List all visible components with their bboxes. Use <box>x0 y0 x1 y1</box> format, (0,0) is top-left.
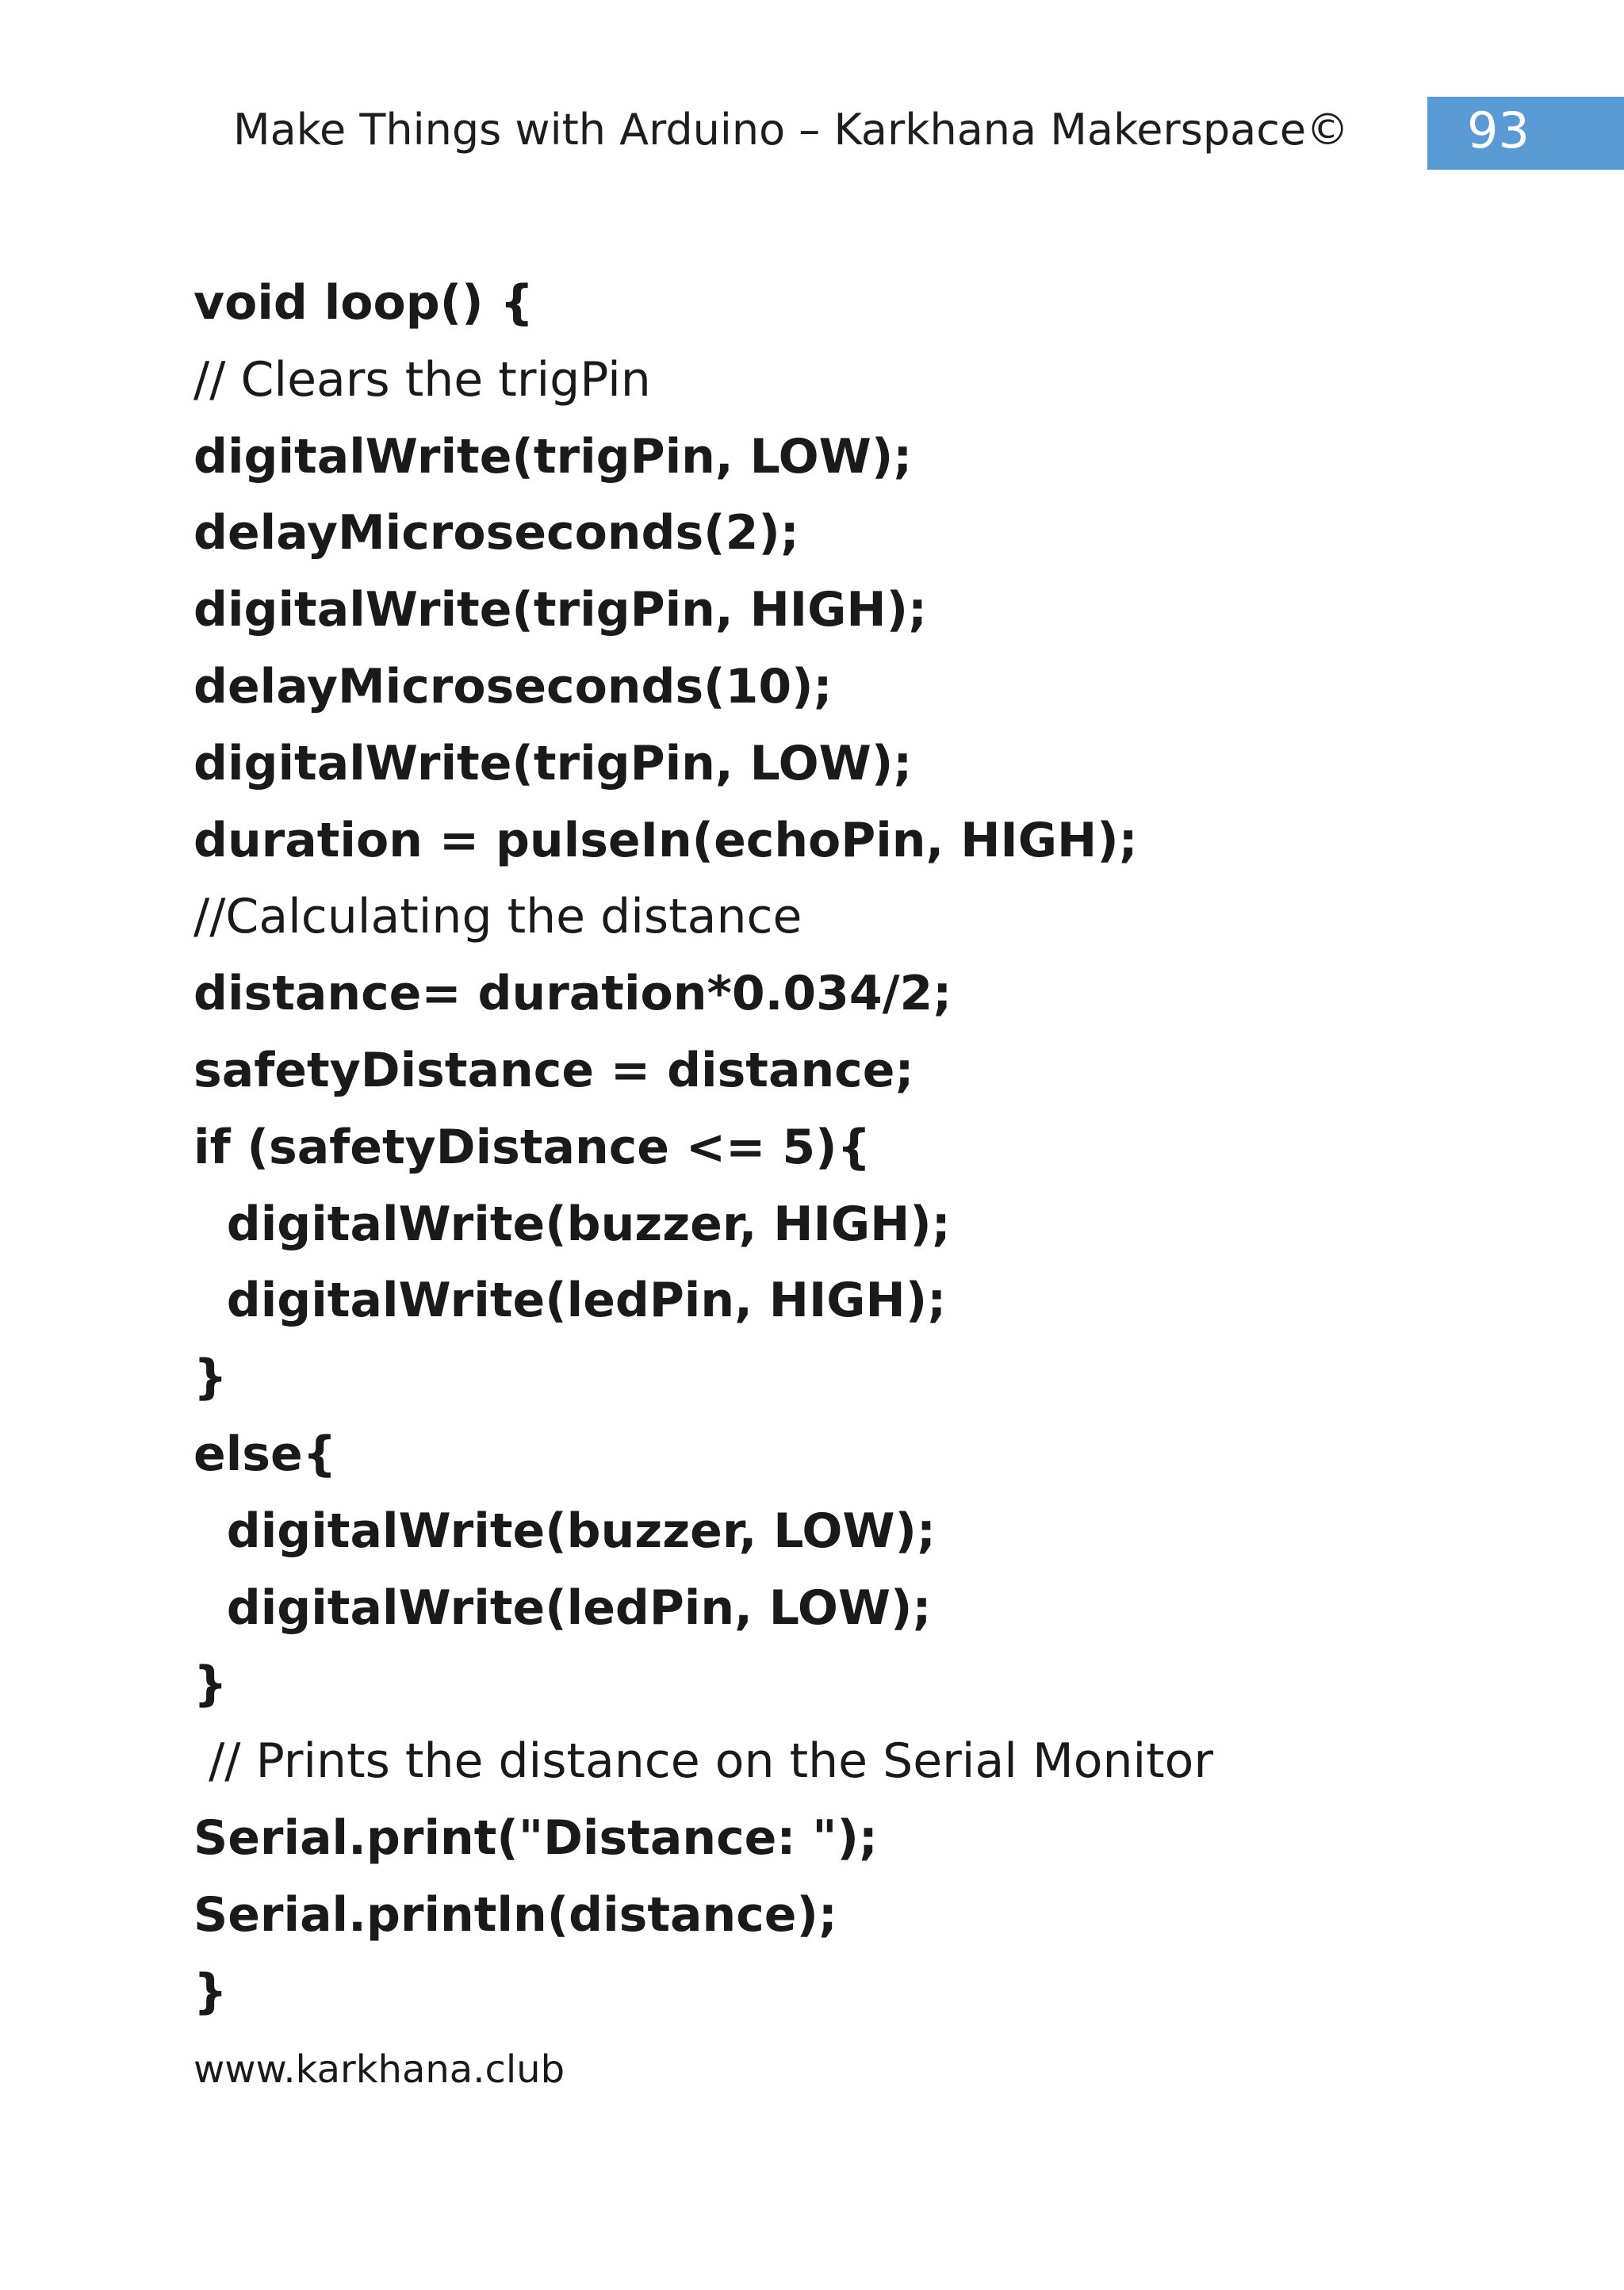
code-line: } <box>193 1963 228 2020</box>
code-line: digitalWrite(buzzer, HIGH); <box>193 1196 951 1252</box>
code-line: delayMicroseconds(2); <box>193 505 799 561</box>
code-line: duration = pulseIn(echoPin, HIGH); <box>193 812 1138 868</box>
code-line: Serial.print("Distance: "); <box>193 1809 878 1866</box>
page-number-badge <box>1427 97 1624 170</box>
code-line: delayMicroseconds(10); <box>193 658 833 714</box>
code-line: safetyDistance = distance; <box>193 1042 914 1098</box>
code-line: digitalWrite(ledPin, HIGH); <box>193 1273 947 1329</box>
code-line: distance= duration*0.034/2; <box>193 966 952 1022</box>
code-line: Serial.println(distance); <box>193 1886 837 1943</box>
code-listing <box>193 265 1462 2030</box>
code-line: else{ <box>193 1426 337 1482</box>
code-line: digitalWrite(trigPin, LOW); <box>193 735 913 791</box>
code-line: } <box>193 1656 228 1713</box>
code-line: // Prints the distance on the Serial Monitor <box>193 1733 1214 1790</box>
code-line: digitalWrite(trigPin, HIGH); <box>193 582 927 638</box>
code-line: if (safetyDistance <= 5){ <box>193 1119 871 1175</box>
code-line: // Clears the trigPin <box>193 351 651 408</box>
code-line: digitalWrite(buzzer, LOW); <box>193 1503 936 1559</box>
running-header-title: Make Things with Arduino – Karkhana Makerspace© <box>233 105 1350 155</box>
code-line: void loop() { <box>193 275 534 331</box>
code-line: digitalWrite(trigPin, LOW); <box>193 428 913 484</box>
page-number: 93 <box>1467 101 1530 159</box>
code-line: //Calculating the distance <box>193 889 802 945</box>
footer-website-url: www.karkhana.club <box>193 2047 565 2092</box>
code-line: } <box>193 1350 228 1406</box>
code-line: digitalWrite(ledPin, LOW); <box>193 1580 932 1636</box>
